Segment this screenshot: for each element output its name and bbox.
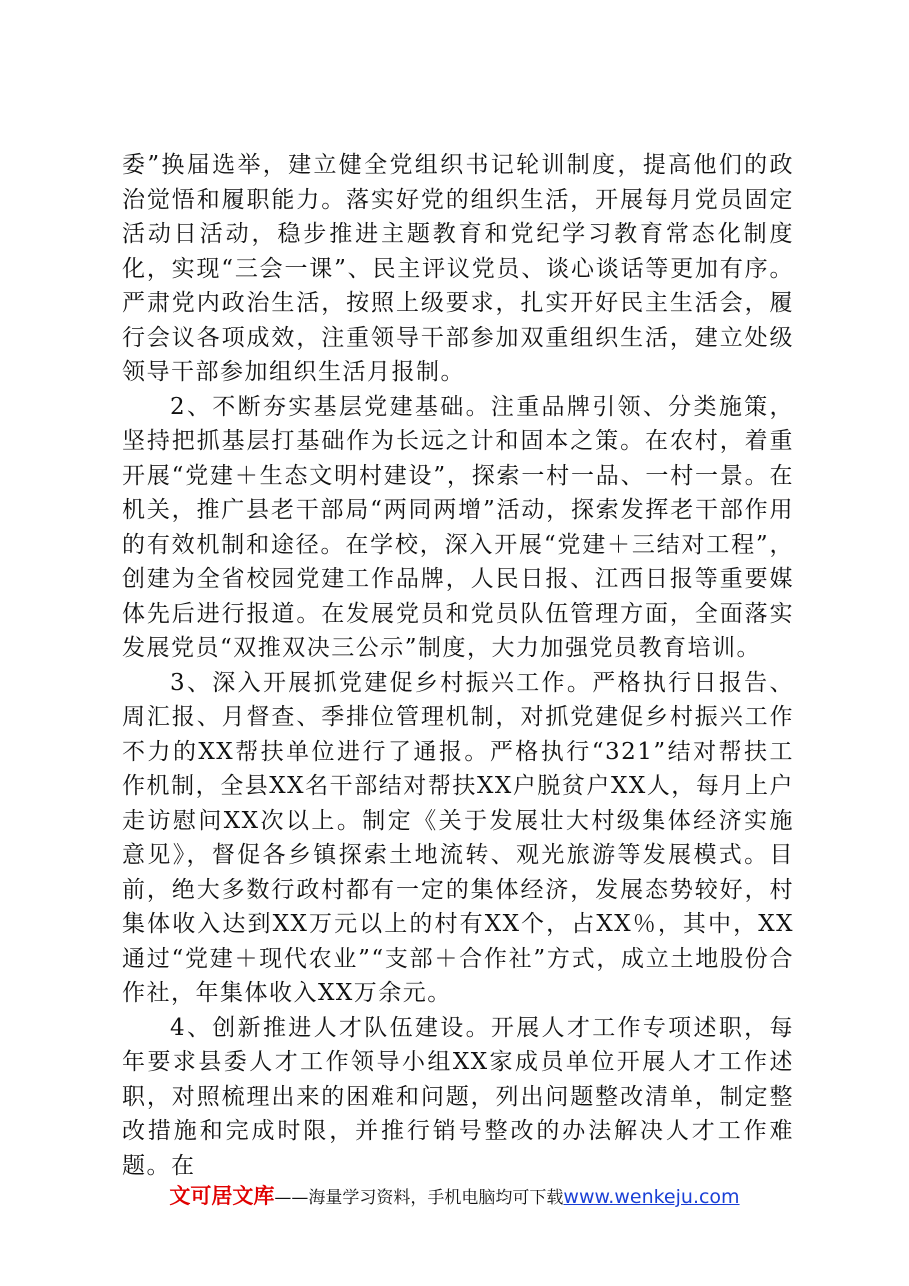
document-body (122, 148, 794, 1183)
paragraph-item-2: 2、不断夯实基层党建基础。注重品牌引领、分类施策，坚持把抓基层打基础作为长远之计和固本之策。在农村，着重开展“党建＋生态文明村建设”，探索一村一品、一村一景。在机关，推广县老干部局“两同两增”活动，探索发挥老干部作用的有效机制和途径。在学校，深入开展“党建＋三结对工程”，创建为全省校园党建工作品牌，人民日报、江西日报等重要媒体先后进行报道。在发展党员和党员队伍管理方面，全面落实发展党员“双推双决三公示”制度，大力加强党员教育培训。 (122, 393, 794, 661)
paragraph-continuation: 委”换届选举，建立健全党组织书记轮训制度，提高他们的政治觉悟和履职能力。落实好党的组织生活，开展每月党员固定活动日活动，稳步推进主题教育和党纪学习教育常态化制度化，实现“三会一课”、民主评议党员、谈心谈话等更加有序。严肃党内政治生活，按照上级要求，扎实开好民主生活会，履行会议各项成效，注重领导干部参加双重组织生活，建立处级领导干部参加组织生活月报制。 (122, 152, 794, 385)
footer-brand: 文可居文库 (169, 1184, 275, 1208)
paragraph-item-4: 4、创新推进人才队伍建设。开展人才工作专项述职，每年要求县委人才工作领导小组XX家成员单位开展人才工作述职，对照梳理出来的困难和问题，列出问题整改清单，制定整改措施和完成时限，并推行销号整改的办法解决人才工作难题。在 (122, 1014, 794, 1179)
paragraph-item-3: 3、深入开展抓党建促乡村振兴工作。严格执行日报告、周汇报、月督查、季排位管理机制，对抓党建促乡村振兴工作不力的XX帮扶单位进行了通报。严格执行“321”结对帮扶工作机制，全县XX名干部结对帮扶XX户脱贫户XX人，每月上户走访慰问XX次以上。制定《关于发展壮大村级集体经济实施意见》，督促各乡镇探索土地流转、观光旅游等发展模式。目前，绝大多数行政村都有一定的集体经济，发展态势较好，村集体收入达到XX万元以上的村有XX个，占XX％，其中，XX通过“党建＋现代农业”“支部＋合作社”方式，成立土地股份合作社，年集体收入XX万余元。 (122, 669, 794, 1006)
footer-tagline: ——海量学习资料，手机电脑均可下载 (274, 1188, 564, 1208)
footer-banner (0, 1180, 909, 1210)
footer-website-link[interactable]: www.wenkeju.com (563, 1186, 740, 1208)
